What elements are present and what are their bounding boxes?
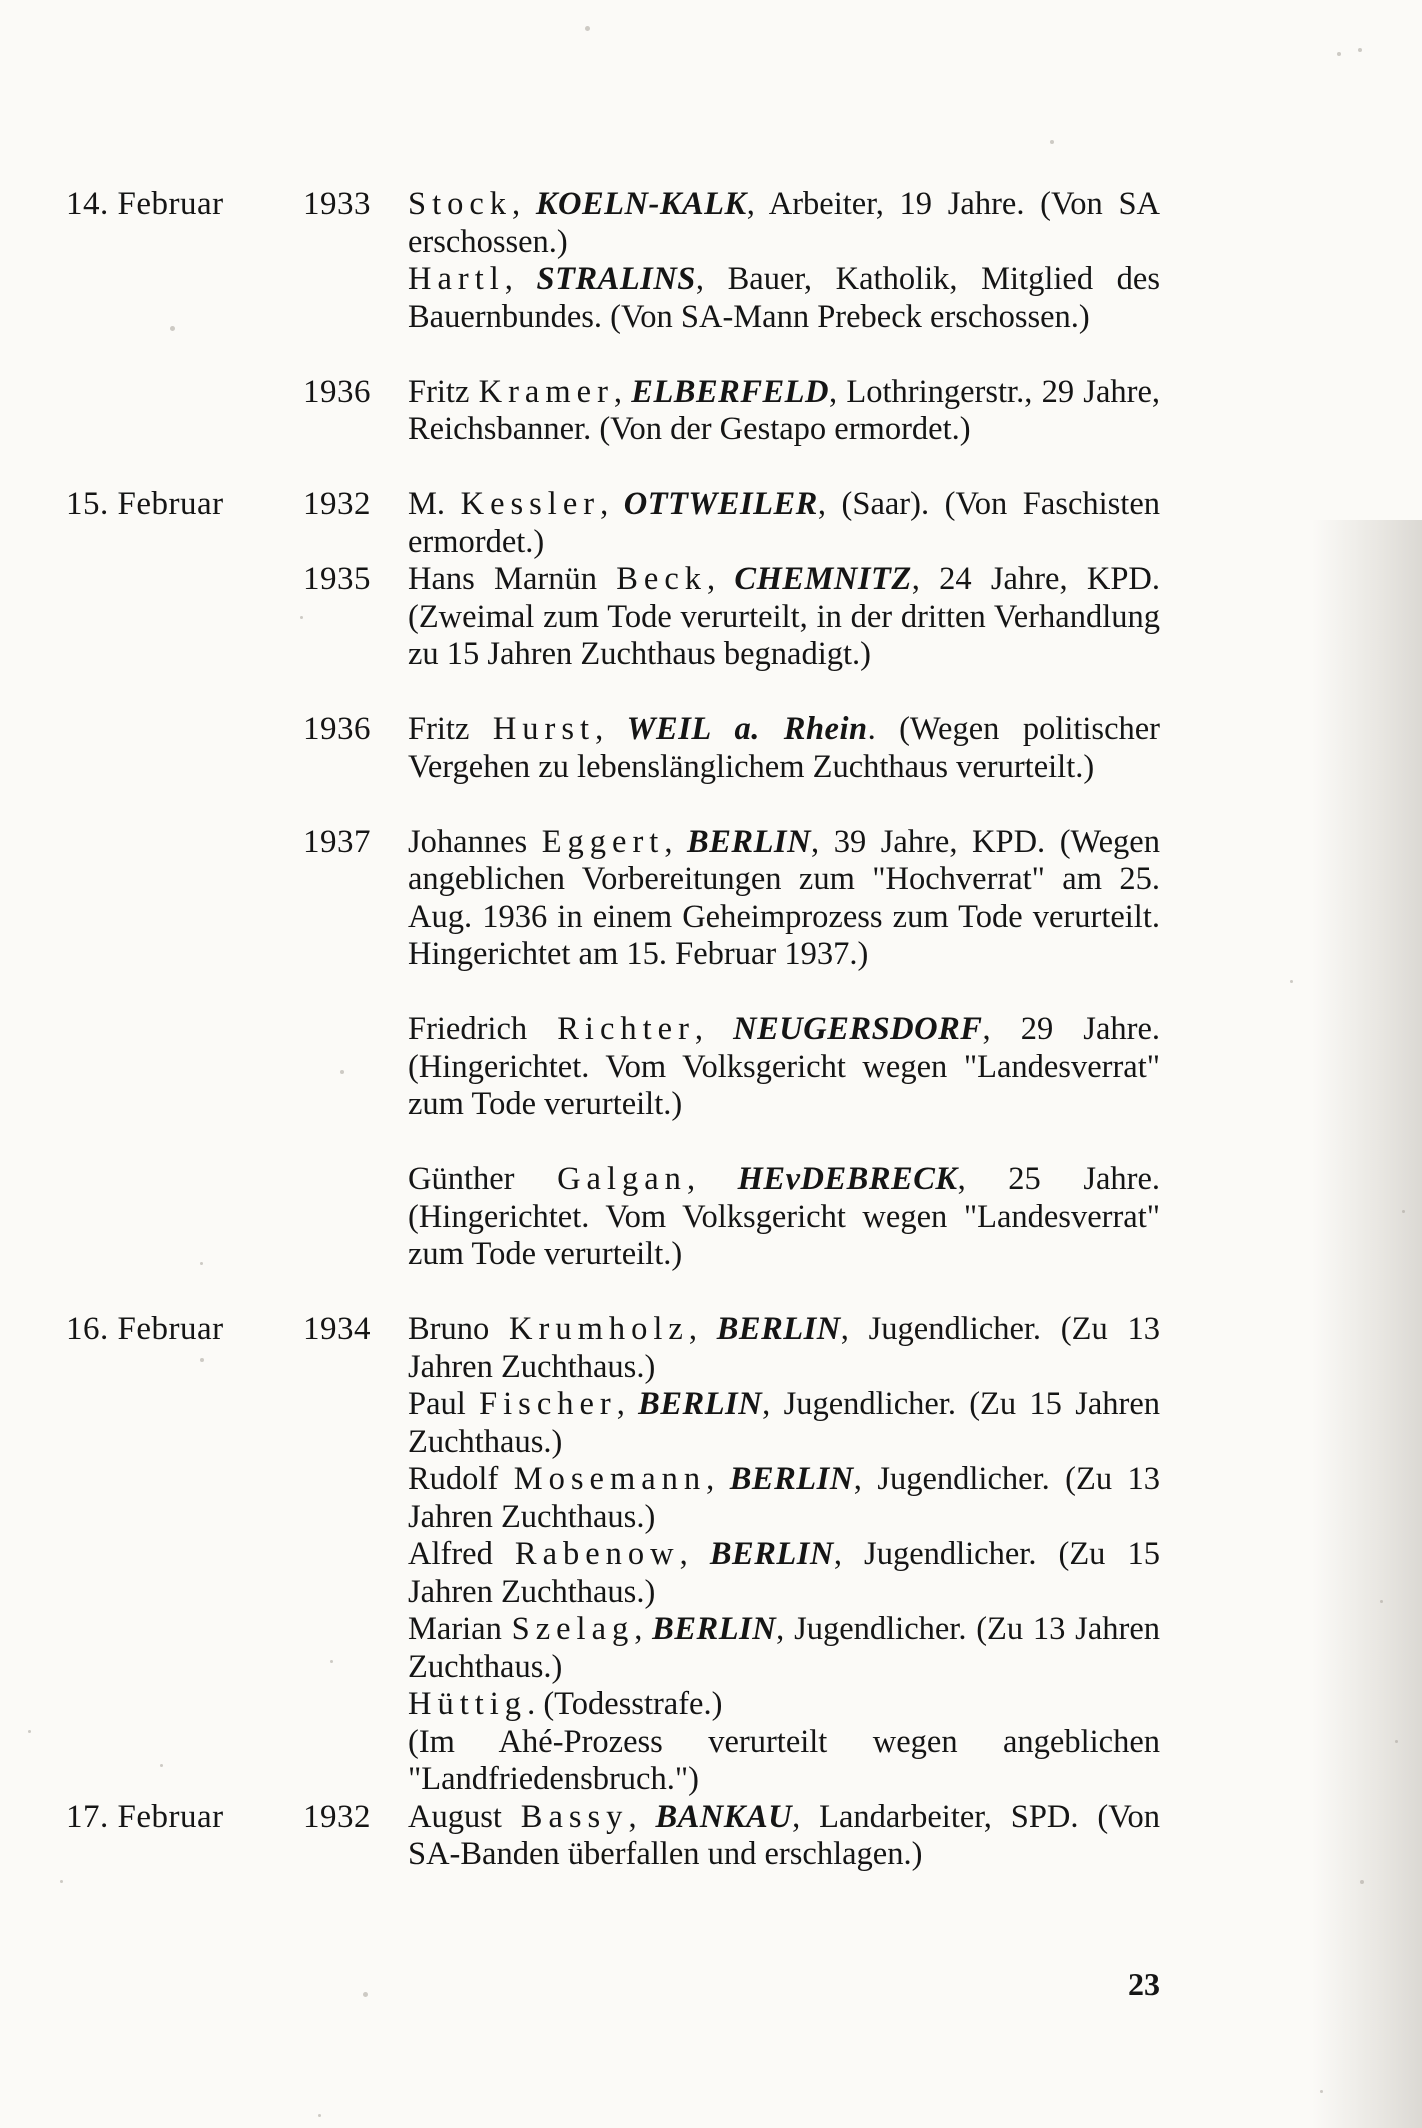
entry-given-name: Rudolf (408, 1461, 514, 1497)
entry-separator: , (707, 561, 735, 597)
entry-surname: Hurst (492, 711, 596, 747)
entry-text (408, 1686, 1160, 1724)
date-year: 1935 (303, 561, 371, 597)
entry-place: CHEMNITZ (734, 561, 912, 597)
entry-surname: Stock (408, 186, 513, 222)
day-block (0, 486, 1422, 1311)
entry-details: (Todesstrafe.) (543, 1686, 723, 1722)
entry-place: BERLIN (729, 1461, 854, 1497)
entry-place: BERLIN (709, 1536, 834, 1572)
day-block (0, 1799, 1422, 1912)
entry-place: BERLIN (638, 1386, 763, 1422)
entry-details: , Lothringerstr., 29 Jahre, Reichsbanner. (Von der Gestapo ermordet.) (408, 373, 1161, 447)
entry-details: , 29 Jahre. (Hingerichtet. Vom Volksgericht wegen "Landesverrat" zum Tode verurteilt.) (408, 1011, 1160, 1122)
paper-speck (318, 2114, 321, 2117)
entry-text (408, 824, 1160, 974)
entry-given-name: Günther (408, 1161, 558, 1197)
entry-row (0, 1011, 1422, 1161)
date-day: 17. Februar (66, 1798, 224, 1835)
entry-surname: Hüttig (408, 1686, 528, 1722)
entry-given-name: Paul (408, 1386, 480, 1422)
entry-surname: Eggert (541, 823, 665, 860)
entry-row (0, 1686, 1422, 1724)
entry-separator: , (679, 1536, 710, 1572)
entry-given-name: Marian (408, 1611, 512, 1647)
entry-surname: Rabenow (514, 1536, 680, 1572)
entry-separator: , (613, 373, 632, 410)
entry-text (408, 374, 1160, 449)
entry-details: , Jugendlicher. (Zu 15 Jahren Zuchthaus.) (408, 1536, 1161, 1610)
entry-row (0, 261, 1422, 374)
entry-place: KOELN-KALK (535, 186, 747, 222)
entry-row (0, 711, 1422, 824)
entry-text (408, 486, 1160, 561)
date-year: 1932 (303, 486, 371, 522)
entry-row (0, 1311, 1422, 1386)
entry-surname: Kessler (460, 486, 601, 522)
entry-separator: , (688, 1311, 717, 1347)
entry-separator: , (694, 1011, 734, 1047)
entry-row (0, 1724, 1422, 1799)
entry-surname: Szelag (511, 1611, 635, 1647)
date-day: 14. Februar (66, 186, 224, 222)
entry-row (0, 1386, 1422, 1461)
paper-speck (1050, 140, 1054, 144)
paper-speck (1320, 2090, 1323, 2093)
date-day: 16. Februar (66, 1311, 224, 1347)
entry-row (0, 1161, 1422, 1311)
entry-row (0, 374, 1422, 487)
entry-given-name: Fritz (408, 711, 493, 747)
entry-text (408, 1011, 1160, 1124)
entry-details: , Jugendlicher. (Zu 15 Jahren Zuchthaus.) (408, 1386, 1161, 1460)
entry-details: , 25 Jahre. (Hingerichtet. Vom Volksgericht wegen "Landesverrat" zum Tode verurteilt.) (408, 1161, 1161, 1272)
entry-separator: , (595, 711, 627, 747)
entry-surname: Fischer (479, 1386, 617, 1422)
entry-place: BANKAU (655, 1798, 793, 1835)
entry-row (0, 1461, 1422, 1536)
entry-details: , 24 Jahre, KPD. (Zweimal zum Tode verurteilt, in der dritten Verhandlung zu 15 Jahren Zuchthaus begnadigt.) (408, 561, 1160, 672)
entry-given-name: Hans Marnün (408, 561, 617, 597)
paper-speck (585, 26, 590, 31)
entry-text (408, 186, 1160, 261)
entry-text (408, 1611, 1160, 1686)
entry-place: WEIL a. Rhein (626, 711, 868, 747)
entry-given-name: Friedrich (408, 1011, 558, 1047)
entry-separator: . (527, 1686, 544, 1722)
entry-details: , (Saar). (Von Faschisten ermordet.) (408, 486, 1160, 560)
entry-given-name: August (408, 1798, 521, 1835)
entry-place: BERLIN (687, 823, 812, 860)
date-year: 1937 (303, 823, 371, 860)
entry-place: HEvDEBRECK (737, 1161, 958, 1197)
entry-separator: , (504, 261, 537, 297)
entry-text (408, 1724, 1160, 1799)
entry-surname: Beck (616, 561, 707, 597)
entry-details: , Bauer, Katholik, Mitglied des Bauernbundes. (Von SA-Mann Prebeck erschossen.) (408, 261, 1161, 335)
entry-row (0, 486, 1422, 561)
entry-details: (Im Ahé-Prozess verurteilt wegen angeblichen "Landfriedensbruch.") (408, 1723, 1160, 1797)
entry-surname: Galgan (557, 1161, 687, 1197)
entry-row (0, 186, 1422, 261)
entry-text (408, 1161, 1160, 1274)
entry-surname: Bassy (520, 1798, 629, 1835)
page-number: 23 (1128, 1966, 1160, 2002)
date-year: 1933 (303, 186, 371, 222)
entry-separator: , (628, 1798, 656, 1835)
entry-place: ELBERFELD (631, 373, 830, 410)
entry-text (408, 1799, 1160, 1874)
entry-row (0, 1799, 1422, 1912)
entry-details: , Jugendlicher. (Zu 13 Jahren Zuchthaus.) (408, 1311, 1161, 1385)
date-year: 1936 (303, 373, 371, 410)
entry-given-name: Alfred (408, 1536, 515, 1572)
entry-place: STRALINS (536, 261, 696, 297)
entry-surname: Kramer (478, 373, 614, 410)
entry-row (0, 561, 1422, 711)
date-year: 1932 (303, 1798, 371, 1835)
day-block (0, 186, 1422, 486)
entry-place: NEUGERSDORF (733, 1011, 983, 1047)
entry-text (408, 561, 1160, 674)
day-block (0, 1311, 1422, 1799)
entry-text (408, 261, 1160, 336)
entry-given-name: Fritz (408, 373, 479, 410)
entry-given-name: M. (408, 486, 461, 522)
entry-surname: Krumholz (509, 1311, 689, 1347)
entry-separator: , (664, 823, 688, 860)
entry-given-name: Bruno (408, 1311, 510, 1347)
paper-speck (1358, 48, 1362, 52)
entry-separator: , (706, 1461, 730, 1497)
entry-place: BERLIN (652, 1611, 777, 1647)
entry-row (0, 1611, 1422, 1686)
entry-surname: Richter (557, 1011, 695, 1047)
paper-speck (1337, 52, 1341, 56)
entry-row (0, 824, 1422, 1012)
entry-place: BERLIN (716, 1311, 841, 1347)
entry-separator: , (512, 186, 536, 222)
entry-text (408, 1311, 1160, 1386)
entry-details: , Arbeiter, 19 Jahre. (Von SA erschossen.) (408, 186, 1160, 260)
entry-separator: , (616, 1386, 639, 1422)
entry-text (408, 1461, 1160, 1536)
date-year: 1936 (303, 711, 371, 747)
entry-separator: , (634, 1611, 653, 1647)
entry-details: , Jugendlicher. (Zu 13 Jahren Zuchthaus.) (408, 1611, 1160, 1685)
entry-details: . (Wegen politischer Vergehen zu lebenslänglichem Zuchthaus verurteilt.) (408, 711, 1161, 785)
entry-separator: , (686, 1161, 738, 1197)
entry-given-name: Johannes (408, 823, 542, 860)
date-year: 1934 (303, 1311, 371, 1347)
entry-text (408, 711, 1160, 786)
entry-text (408, 1386, 1160, 1461)
entry-row (0, 1536, 1422, 1611)
entry-surname: Hartl (408, 261, 505, 297)
date-day: 15. Februar (66, 486, 224, 522)
entry-details: , 39 Jahre, KPD. (Wegen angeblichen Vorbereitungen zum "Hochverrat" am 25. Aug. 1936 in einem Geheimprozess zum Tode verurteilt. Hingerichtet am 15. Februar 1937.) (408, 823, 1160, 972)
entry-details: , Jugendlicher. (Zu 13 Jahren Zuchthaus.) (408, 1461, 1161, 1535)
entry-details: , Landarbeiter, SPD. (Von SA-Banden überfallen und erschlagen.) (408, 1798, 1161, 1872)
entry-place: OTTWEILER (623, 486, 818, 522)
entry-text (408, 1536, 1160, 1611)
entry-separator: , (600, 486, 624, 522)
chronicle-entries (0, 186, 1422, 1911)
paper-speck (363, 1992, 368, 1997)
entry-surname: Mosemann (513, 1461, 707, 1497)
